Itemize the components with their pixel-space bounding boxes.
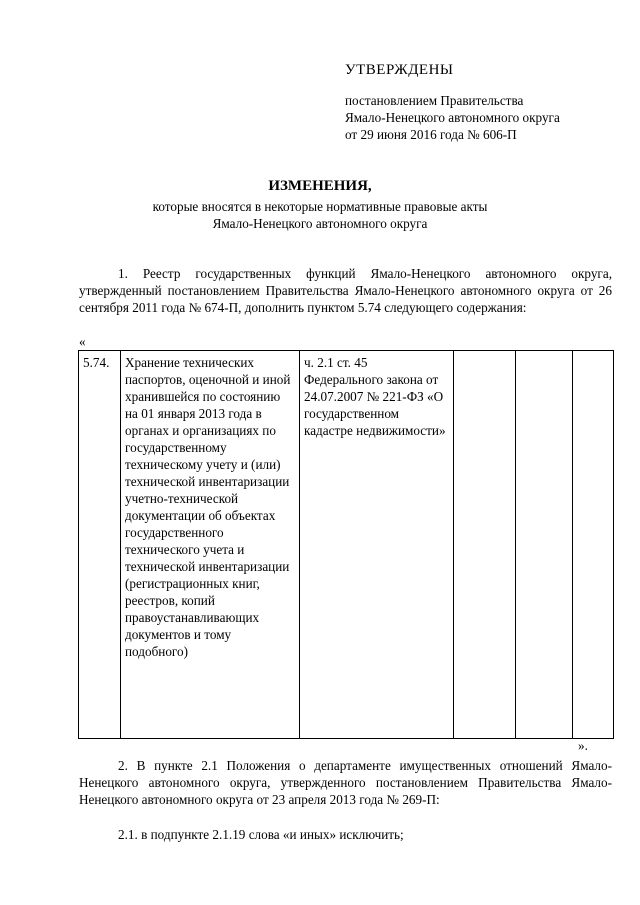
paragraph-1: 1. Реестр государственных функций Ямало-Ненецкого автономного округа, утвержденный постановлением Правительства Ямало-Ненецкого автономного округа от 26 сентября 2011 года № 674-П, дополнить пунктом 5.74 следующего содержания: [79,266,612,315]
subheading-line: Ямало-Ненецкого автономного округа [212,216,428,231]
paragraph-2: 2. В пункте 2.1 Положения о департаменте имущественных отношений Ямало-Ненецкого автономного округа, утвержденного постановлением Правительства Ямало-Ненецкого автономного округа от 23 апреля 2013 года № 269-П: [79,758,612,807]
empty-cell [516,351,573,739]
subheading-line: которые вносятся в некоторые нормативные правовые акты [152,199,488,214]
closing-quote: ». [578,738,588,753]
approved-title: УТВЕРЖДЕНЫ [345,62,454,78]
empty-cell [573,351,614,739]
approved-line: от 29 июня 2016 года № 606-П [345,127,517,142]
registry-table [78,350,614,739]
approved-block [345,92,560,143]
opening-quote: « [79,334,86,349]
function-description-cell: Хранение технических паспортов, оценочной и иной хранившейся по состоянию на 01 января 2013 года в органах и организациях по государственному техническому учету и (или) технической инвентаризации учетно-технической документации об объектах государственного технического учета и технической инвентаризации (регистрационных книг, реестров, копий правоустанавливающих документов и тому подобного) [121,351,300,739]
empty-cell [454,351,516,739]
legal-basis-cell: ч. 2.1 ст. 45 Федерального закона от 24.07.2007 № 221-ФЗ «О государственном кадастре недвижимости» [300,351,454,739]
approved-line: постановлением Правительства [345,93,524,108]
document-subheading [0,198,640,232]
paragraph-3: 2.1. в подпункте 2.1.19 слова «и иных» исключить; [118,827,404,842]
document-heading: ИЗМЕНЕНИЯ, [268,178,372,194]
table-row [79,351,614,739]
approved-line: Ямало-Ненецкого автономного округа [345,110,560,125]
item-number-cell: 5.74. [79,351,121,739]
